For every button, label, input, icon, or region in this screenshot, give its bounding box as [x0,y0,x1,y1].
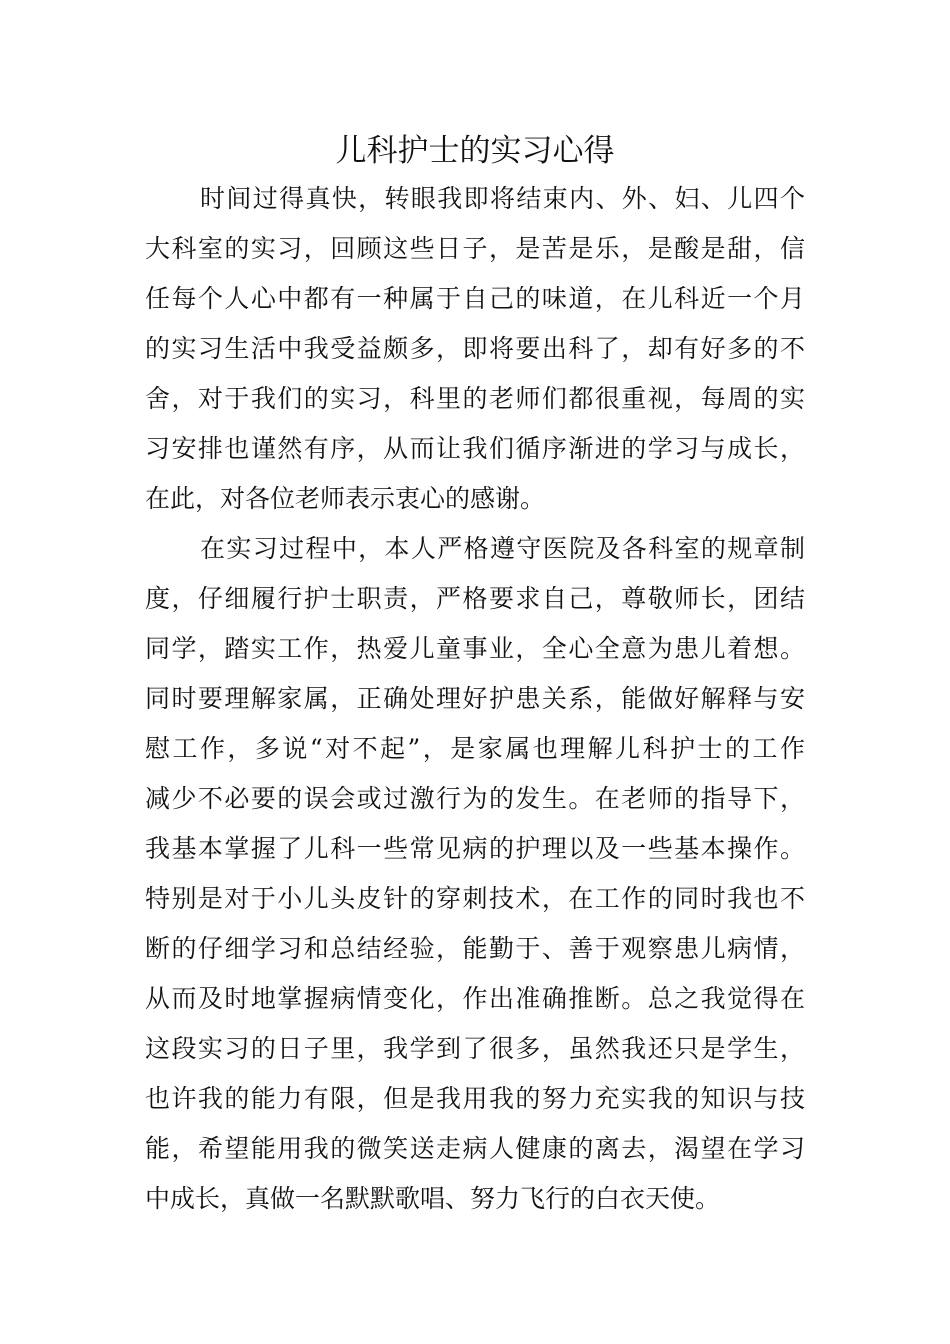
text-line: 这段实习的日子里，我学到了很多，虽然我还只是学生， [145,1034,805,1063]
text-line: 同学，踏实工作，热爱儿童事业，全心全意为患儿着想。 [145,634,805,663]
text-line: 也许我的能力有限，但是我用我的努力充实我的知识与技 [145,1084,805,1113]
text-line: 在此，对各位老师表示衷心的感谢。 [145,484,546,513]
text-line: 特别是对于小儿头皮针的穿刺技术，在工作的同时我也不 [145,884,805,913]
text-line: 同时要理解家属，正确处理好护患关系，能做好解释与安 [145,684,805,713]
text-line: 在实习过程中，本人严格遵守医院及各科室的规章制 [200,534,805,563]
text-line: 舍，对于我们的实习，科里的老师们都很重视，每周的实 [145,384,805,413]
text-line: 任每个人心中都有一种属于自己的味道，在儿科近一个月 [145,284,805,313]
text-line: 从而及时地掌握病情变化，作出准确推断。总之我觉得在 [145,984,805,1013]
text-line: 中成长，真做一名默默歌唱、努力飞行的白衣天使。 [145,1184,721,1213]
text-line: 能，希望能用我的微笑送走病人健康的离去，渴望在学习 [145,1134,805,1163]
text-line: 大科室的实习，回顾这些日子，是苦是乐，是酸是甜，信 [145,234,805,263]
text-line: 慰工作，多说“对不起”，是家属也理解儿科护士的工作 [145,734,805,763]
text-line: 减少不必要的误会或过激行为的发生。在老师的指导下， [145,784,805,813]
text-line: 的实习生活中我受益颇多，即将要出科了，却有好多的不 [145,334,805,363]
text-line: 我基本掌握了儿科一些常见病的护理以及一些基本操作。 [145,834,805,863]
text-line: 断的仔细学习和总结经验，能勤于、善于观察患儿病情， [145,934,805,963]
text-line: 时间过得真快，转眼我即将结束内、外、妇、儿四个 [200,184,805,213]
text-line: 习安排也谨然有序，从而让我们循序渐进的学习与成长， [145,434,805,463]
text-line: 度，仔细履行护士职责，严格要求自己，尊敬师长，团结 [145,584,805,613]
document-title: 儿科护士的实习心得 [335,133,615,169]
